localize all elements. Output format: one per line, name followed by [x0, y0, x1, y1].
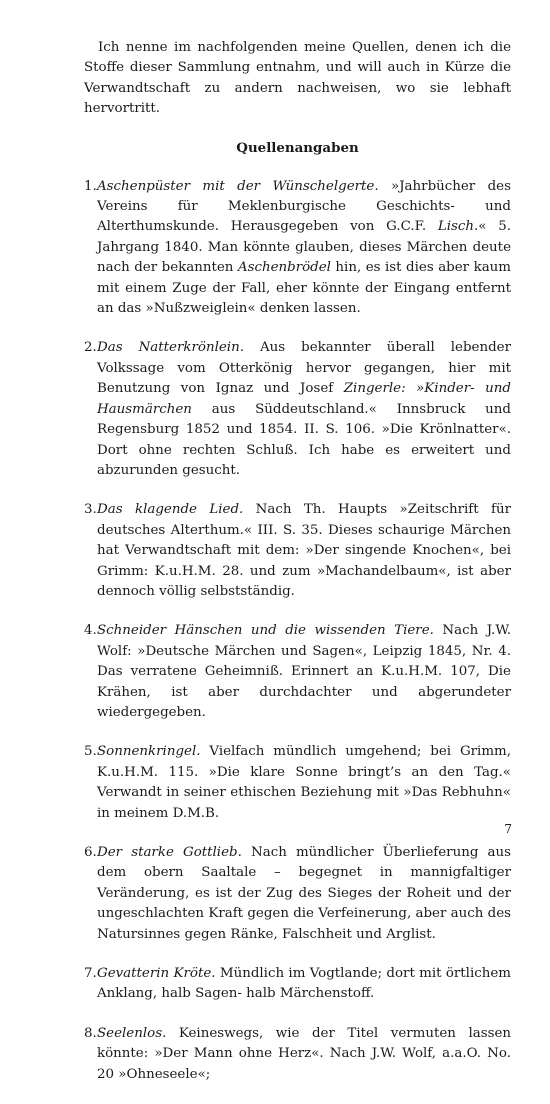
sources-list: [84, 177, 511, 1085]
entry-number: 1.: [84, 178, 97, 194]
entry-text: Keineswegs, wie der Titel vermuten lassen könnte: »Der Mann ohne Herz«. Nach J.W. Wolf, a.a.O. No. 20 »Ohneseele«;: [97, 1025, 511, 1082]
entry-text: Nach mündlicher Überlieferung aus dem obern Saaltale – begegnet in mannigfaltiger Veränderung, es ist der Zug des Sieges der Roheit und der ungeschlachten Kraft gegen die Verfeinerung, aber auch des Natursinnes gegen Ränke, Falschheit und Arglist.: [97, 845, 512, 942]
intro-paragraph: Ich nenne im nachfolgenden meine Quellen, denen ich die Stoffe dieser Sammlung entnahm, und will auch in Kürze die Verwandtschaft zu andern nachweisen, wo sie lebhaft hervortritt.: [84, 40, 511, 117]
entry-italic-2: Aschenbrödel: [237, 260, 331, 276]
entry-title: Seelenlos.: [97, 1025, 167, 1041]
entry-title: Das klagende Lied.: [97, 502, 244, 518]
entry-number: 2.: [84, 340, 97, 356]
source-entry-8: [84, 1024, 511, 1085]
entry-text-2: aus Süddeutschland.« Innsbruck und Regensburg 1852 und 1854. II. S. 106. »Die Krönlnatter«. Dort ohne rechten Schluß. Ich habe es erweitert und abzurunden gesucht.: [97, 401, 511, 478]
source-entry-2: [84, 338, 511, 481]
entry-number: 5.: [84, 744, 97, 760]
source-entry-7: [84, 964, 511, 1005]
source-entry-5: [84, 742, 511, 824]
entry-title: Schneider Hänschen und die wissenden Tiere.: [97, 623, 434, 639]
source-entry-1: [84, 177, 511, 320]
entry-text: »Jahrbücher des Vereins für Meklenburgische Geschichts- und Alterthumskunde. Herausgegeben von G.C.F.: [97, 178, 511, 235]
entry-title: Sonnenkringel.: [97, 744, 201, 760]
entry-italic: Zingerle: »Kinder- und Hausmärchen: [97, 381, 511, 417]
entry-number: 4.: [84, 623, 97, 639]
entry-title: Das Natterkrönlein.: [97, 340, 244, 356]
entry-title: Der starke Gottlieb.: [97, 845, 242, 860]
entry-text: Nach Th. Haupts »Zeitschrift für deutsches Alterthum.« III. S. 35. Dieses schaurige Märchen hat Verwandtschaft mit dem: »Der singende Knochen«, bei Grimm: K.u.H.M. 28. und zum »Machandelbaum«, ist aber dennoch völlig selbstständig.: [97, 502, 511, 599]
source-entry-4: [84, 621, 511, 723]
entry-number: 6.: [84, 845, 97, 860]
entry-text: Mündlich im Vogtlande; dort mit örtlichem Anklang, halb Sagen- halb Märchenstoff.: [97, 966, 511, 1002]
page-number: 7: [504, 822, 512, 836]
entry-text: Aus bekannter überall lebender Volkssage vom Otterkönig hervor gegangen, hier mit Benutzung von Ignaz und Josef: [97, 340, 511, 397]
source-entry-3: [84, 500, 511, 602]
entry-text: Vielfach mündlich umgehend; bei Grimm, K.u.H.M. 115. »Die klare Sonne bringt’s an den Tag.« Verwandt in seiner ethischen Beziehung mit »Das Rebhuhn« in meinem D.M.B.: [97, 744, 511, 821]
entry-title: Aschenpüster mit der Wünschelgerte.: [97, 178, 379, 194]
page-body: [84, 38, 511, 1104]
entry-italic: Lisch: [437, 219, 475, 235]
entry-number: 7.: [84, 966, 97, 982]
entry-number: 3.: [84, 502, 97, 518]
section-heading: Quellenangaben: [236, 139, 359, 156]
entry-number: 8.: [84, 1025, 97, 1041]
entry-text: Nach J.W. Wolf: »Deutsche Märchen und Sagen«, Leipzig 1845, Nr. 4. Das verratene Geheimniß. Erinnert an K.u.H.M. 107, Die Krähen, ist aber durchdachter und abgerundeter wiedergegeben.: [97, 623, 511, 720]
source-entry-6: [84, 843, 511, 945]
entry-title: Gevatterin Kröte.: [97, 966, 216, 982]
entry-text-3: hin, es ist dies aber kaum mit einem Zuge der Fall, eher könnte der Eingang entfernt an das »Nußzweiglein« denken lassen.: [97, 260, 511, 317]
entry-text-2: .« 5. Jahrgang 1840. Man könnte glauben, dieses Märchen deute nach der bekannten: [97, 219, 512, 276]
